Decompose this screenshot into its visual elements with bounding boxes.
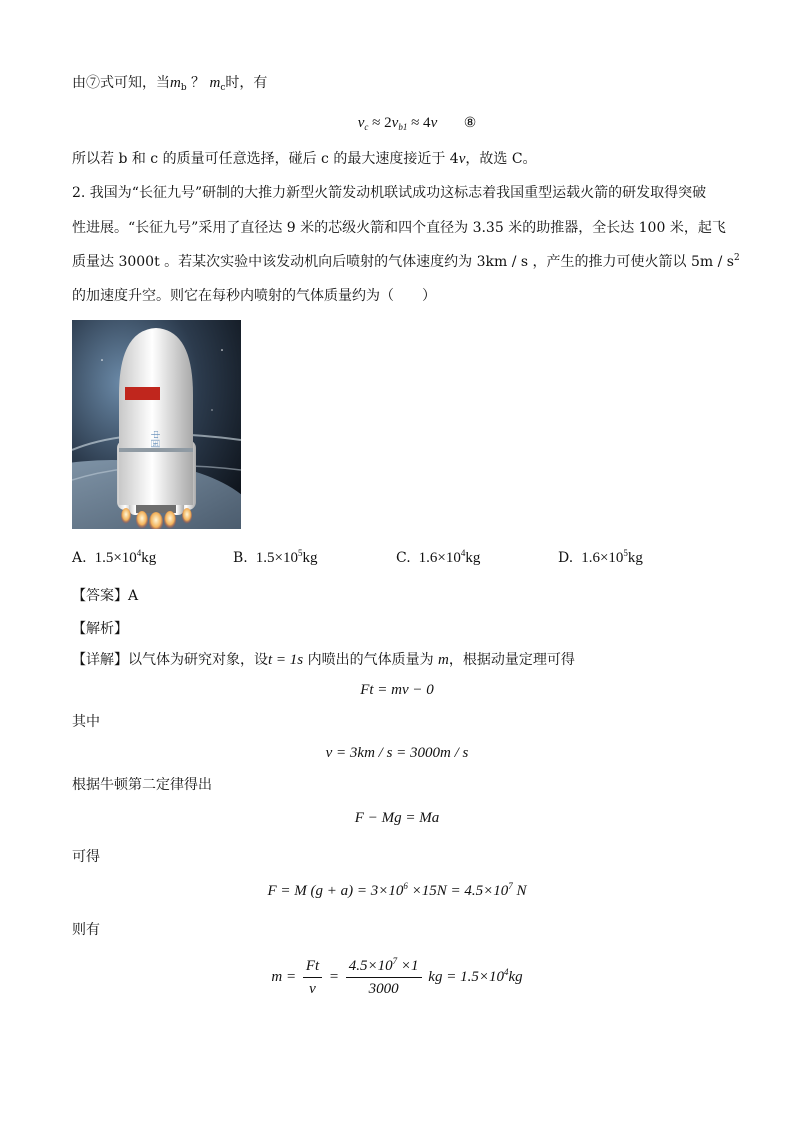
sup: 6 bbox=[403, 881, 408, 891]
text: 时，有 bbox=[225, 75, 268, 91]
sup: 5 bbox=[297, 548, 303, 558]
math: t = 1s bbox=[268, 652, 304, 668]
sub: b bbox=[180, 83, 187, 93]
option-d[interactable] bbox=[558, 550, 643, 567]
option-value: 1.5×10 bbox=[255, 550, 298, 566]
unit: kg bbox=[302, 550, 318, 566]
rocket-illustration bbox=[72, 320, 241, 529]
numerator bbox=[346, 957, 422, 978]
sup: 4 bbox=[136, 548, 142, 558]
option-value: 1.6×10 bbox=[418, 550, 461, 566]
question-line-3 bbox=[72, 252, 740, 272]
detail-tag: 【详解】 bbox=[72, 652, 128, 668]
var-mb: m bbox=[170, 75, 181, 91]
op: ≈ 4 bbox=[407, 115, 431, 131]
answer-tag: 【答案】 bbox=[72, 588, 128, 604]
answer-options bbox=[72, 550, 712, 572]
option-label: A. bbox=[72, 550, 87, 566]
sup: 7 bbox=[508, 881, 513, 891]
var: v bbox=[357, 115, 365, 131]
sup: 5 bbox=[623, 548, 628, 558]
text: ，故选 C。 bbox=[465, 151, 537, 167]
text-thus: 可得 bbox=[72, 849, 100, 865]
option-a[interactable] bbox=[72, 550, 156, 567]
equation-mass bbox=[0, 956, 794, 998]
sup: 4 bbox=[460, 548, 466, 558]
equation-force bbox=[0, 880, 794, 902]
unit: kg bbox=[508, 969, 523, 985]
detail-line bbox=[72, 650, 575, 670]
sup: 2 bbox=[733, 253, 740, 263]
text: 质量达 3000t 。若某次实验中该发动机向后喷射的气体速度约为 3km / s ，产生的推力可使火箭以 5m / s bbox=[72, 254, 734, 270]
option-value: 1.6×10 bbox=[581, 550, 624, 566]
fraction-value bbox=[346, 957, 422, 998]
equation-8 bbox=[0, 112, 794, 134]
equation-newton: F − Mg = Ma bbox=[354, 810, 440, 826]
sub: c bbox=[220, 83, 226, 93]
question-line-2: 性进展。“长征九号”采用了直径达 9 米的芯级火箭和四个直径为 3.35 米的助推器，全长达 100 米，起飞 bbox=[72, 220, 726, 236]
option-label: B. bbox=[233, 550, 248, 566]
unit: N bbox=[512, 883, 527, 899]
equation-velocity: v = 3km / s = 3000m / s bbox=[325, 745, 469, 761]
text: ，根据动量定理可得 bbox=[448, 652, 575, 668]
option-c[interactable] bbox=[396, 550, 480, 567]
sub: c bbox=[364, 122, 369, 132]
var: v bbox=[391, 115, 399, 131]
option-value: 1.5×10 bbox=[94, 550, 137, 566]
sup: 7 bbox=[392, 956, 398, 967]
answer-value: A bbox=[128, 588, 139, 604]
math: ×15N = 4.5×10 bbox=[407, 883, 509, 899]
text-line-conclusion bbox=[72, 149, 537, 169]
text-line-condition bbox=[72, 73, 267, 93]
denominator: 3000 bbox=[368, 981, 399, 998]
text: 以气体为研究对象，设 bbox=[128, 652, 268, 668]
var: v bbox=[458, 151, 466, 167]
option-label: C. bbox=[396, 550, 411, 566]
option-label: D. bbox=[558, 550, 574, 566]
analysis-tag: 【解析】 bbox=[72, 621, 128, 637]
rocket-image bbox=[72, 320, 241, 529]
text: 内喷出的气体质量为 bbox=[303, 652, 439, 668]
text-newton: 根据牛顿第二定律得出 bbox=[72, 777, 212, 793]
svg-text:中国: 中国 bbox=[149, 430, 159, 449]
text: 由⑦式可知，当 bbox=[72, 75, 170, 91]
text: ？ bbox=[186, 75, 210, 91]
math: F = M (g + a) = 3×10 bbox=[267, 883, 404, 899]
equation-number: ⑧ bbox=[463, 115, 477, 131]
sup: 4 bbox=[503, 967, 509, 977]
answer-line bbox=[72, 586, 138, 606]
question-line-4: 的加速度升空。则它在每秒内喷射的气体质量约为（ ） bbox=[72, 288, 436, 304]
var: m bbox=[438, 652, 449, 668]
math: 4.5×10 bbox=[348, 958, 393, 975]
fraction-ft-v bbox=[303, 957, 322, 998]
unit: kg bbox=[465, 550, 481, 566]
math: = bbox=[328, 969, 343, 985]
option-b[interactable] bbox=[233, 550, 317, 567]
op: ≈ 2 bbox=[368, 115, 392, 131]
sub: b1 bbox=[398, 122, 408, 132]
text-where: 其中 bbox=[72, 714, 100, 730]
math: ×1 bbox=[397, 958, 419, 975]
unit: kg bbox=[627, 550, 643, 566]
var: v bbox=[430, 115, 438, 131]
var-mc: m bbox=[209, 75, 221, 91]
numerator: Ft bbox=[303, 957, 322, 978]
question-line-1: 2. 我国为“长征九号”研制的大推力新型火箭发动机联试成功这标志着我国重型运载火箭的研发取得突破 bbox=[72, 185, 707, 201]
denominator: v bbox=[309, 981, 316, 998]
equation-impulse: Ft = mv − 0 bbox=[360, 682, 434, 698]
text: 所以若 b 和 c 的质量可任意选择，碰后 c 的最大速度接近于 4 bbox=[72, 151, 459, 167]
text-then: 则有 bbox=[72, 922, 100, 938]
math: kg = 1.5×10 bbox=[428, 969, 504, 985]
math: m = bbox=[271, 969, 300, 985]
unit: kg bbox=[141, 550, 157, 566]
